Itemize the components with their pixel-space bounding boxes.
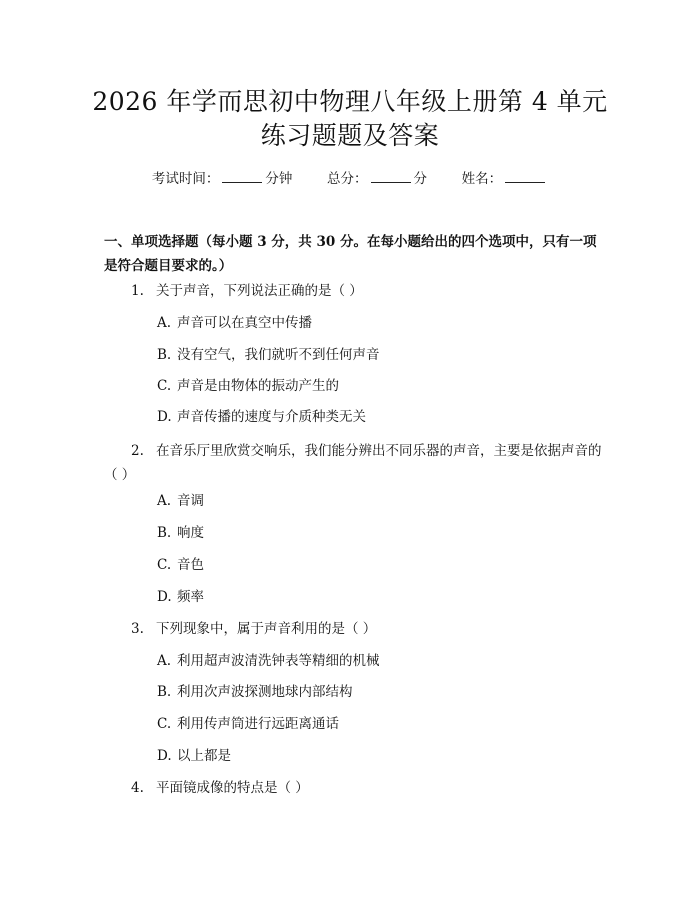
score-unit: 分 [413, 171, 427, 187]
score-label: 总分： [327, 171, 368, 187]
question-3-option-c [157, 714, 597, 734]
option-letter: B. [157, 347, 172, 363]
time-field [152, 168, 293, 189]
option-text: 频率 [177, 589, 204, 605]
question-text: 下列现象中，属于声音利用的是（ ） [156, 621, 377, 637]
question-1-option-c [157, 376, 597, 396]
name-blank [505, 168, 545, 183]
score-blank [371, 168, 411, 183]
option-text: 声音可以在真空中传播 [177, 315, 312, 331]
question-1-option-d [157, 407, 597, 427]
question-2-option-b [157, 523, 597, 543]
time-label: 考试时间： [151, 171, 220, 187]
option-letter: B. [157, 525, 172, 541]
option-letter: C. [157, 716, 172, 732]
option-text: 声音传播的速度与介质种类无关 [177, 409, 366, 425]
question-2-option-d [157, 587, 597, 607]
option-text: 利用次声波探测地球内部结构 [177, 684, 353, 700]
question-number: 1. [131, 283, 144, 299]
question-3-option-b [157, 682, 597, 702]
option-letter: A. [157, 653, 172, 669]
option-letter: C. [157, 378, 172, 394]
option-text: 没有空气，我们就听不到任何声音 [177, 347, 380, 363]
question-number: 4. [131, 780, 144, 796]
question-4 [104, 776, 604, 800]
question-text: 平面镜成像的特点是（ ） [156, 780, 309, 796]
option-letter: D. [157, 409, 172, 425]
question-2-option-c [157, 555, 597, 575]
question-1 [104, 279, 604, 303]
option-letter: C. [157, 557, 172, 573]
question-text: 在音乐厅里欣赏交响乐，我们能分辨出不同乐器的声音，主要是依据声音的（ ） [104, 443, 602, 483]
option-text: 音调 [177, 493, 204, 509]
question-1-option-b [157, 345, 597, 365]
section-header: 一、单项选择题（每小题 3 分，共 30 分。在每小题给出的四个选项中，只有一项是符合题目要求的。） [104, 234, 597, 274]
question-1-option-a [157, 313, 597, 333]
score-field [327, 168, 427, 189]
option-text: 响度 [177, 525, 204, 541]
question-2-option-a [157, 491, 597, 511]
option-text: 音色 [177, 557, 204, 573]
name-field [462, 168, 549, 189]
question-text: 关于声音，下列说法正确的是（ ） [156, 283, 363, 299]
name-label: 姓名： [461, 171, 503, 187]
option-text: 以上都是 [177, 748, 231, 764]
option-text: 声音是由物体的振动产生的 [177, 378, 339, 394]
question-3-option-a [157, 651, 597, 671]
option-letter: B. [157, 684, 172, 700]
time-unit: 分钟 [265, 171, 293, 187]
option-text: 利用传声筒进行远距离通话 [177, 716, 339, 732]
option-letter: A. [157, 315, 172, 331]
question-3-option-d [157, 746, 597, 766]
question-3 [104, 617, 604, 641]
option-letter: D. [157, 748, 172, 764]
page-title-line1: 2026 年学而思初中物理八年级上册第 4 单元 [92, 87, 608, 116]
time-blank [222, 168, 262, 183]
page-title-line2: 练习题题及答案 [260, 121, 440, 150]
option-letter: A. [157, 493, 172, 509]
option-text: 利用超声波清洗钟表等精细的机械 [177, 653, 380, 669]
option-letter: D. [157, 589, 172, 605]
question-2 [104, 439, 604, 487]
question-number: 3. [131, 621, 144, 637]
exam-info [0, 168, 700, 189]
question-number: 2. [131, 443, 144, 459]
